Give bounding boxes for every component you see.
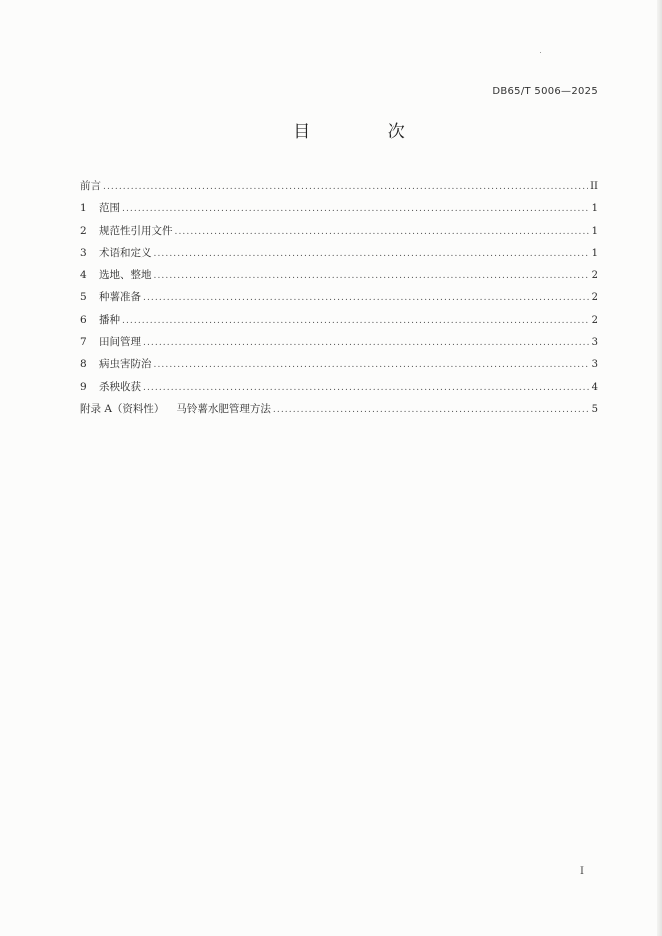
- toc-entry-page: 2: [591, 292, 598, 304]
- toc-entry-2[interactable]: [80, 223, 598, 245]
- toc-entry-page: 1: [591, 203, 598, 215]
- page-title: 目 次: [293, 122, 441, 142]
- toc-leader-dots: [122, 316, 590, 326]
- toc-entry-page: 2: [591, 314, 598, 326]
- toc-leader-dots: [122, 204, 590, 214]
- toc-entry-9[interactable]: [80, 379, 598, 401]
- toc-entry-6[interactable]: [80, 312, 598, 334]
- table-of-contents: [80, 178, 598, 423]
- toc-entry-label: 8 病虫害防治: [80, 358, 152, 371]
- footer-page-number: I: [580, 866, 584, 877]
- toc-entry-label: 9 杀秧收获: [80, 380, 141, 393]
- toc-entry-number: 3: [80, 246, 87, 259]
- toc-entry-page: 4: [591, 381, 598, 393]
- toc-entry-number: 2: [80, 224, 87, 237]
- toc-entry-5[interactable]: [80, 289, 598, 311]
- appendix-title: 马铃薯水肥管理方法: [176, 402, 271, 415]
- toc-entry-number: 4: [80, 269, 87, 282]
- toc-leader-dots: [154, 271, 590, 281]
- toc-entry-label: 前言: [80, 180, 101, 192]
- document-code: DB65/T 5006—2025: [492, 86, 598, 97]
- toc-leader-dots: [273, 405, 590, 415]
- toc-leader-dots: [103, 182, 588, 192]
- appendix-prefix: 附录 A（资料性）: [80, 402, 165, 415]
- toc-entry-page: 3: [591, 337, 598, 349]
- toc-entry-label: [80, 401, 271, 416]
- toc-entry-number: 8: [80, 358, 87, 371]
- toc-entry-label: 6 播种: [80, 313, 120, 326]
- toc-entry-appendix-a[interactable]: [80, 401, 598, 423]
- toc-entry-label: 3 术语和定义: [80, 246, 152, 259]
- toc-leader-dots: [154, 360, 590, 370]
- toc-entry-page: 2: [591, 270, 598, 282]
- toc-entry-number: 5: [80, 291, 87, 304]
- toc-entry-number: 9: [80, 380, 87, 393]
- toc-entry-foreword[interactable]: [80, 178, 598, 200]
- toc-entry-number: 6: [80, 313, 87, 326]
- toc-entry-8[interactable]: [80, 356, 598, 378]
- toc-entry-page: 1: [591, 247, 598, 259]
- toc-entry-page: II: [590, 181, 598, 192]
- toc-entry-1[interactable]: [80, 200, 598, 222]
- toc-entry-number: 1: [80, 202, 87, 215]
- toc-entry-label: 7 田间管理: [80, 336, 141, 349]
- toc-leader-dots: [175, 227, 590, 237]
- toc-entry-7[interactable]: [80, 334, 598, 356]
- toc-entry-label: 4 选地、整地: [80, 269, 152, 282]
- toc-entry-number: 7: [80, 336, 87, 349]
- toc-entry-label: 5 种薯准备: [80, 291, 141, 304]
- scan-speck: [540, 52, 541, 53]
- toc-entry-label: 2 规范性引用文件: [80, 224, 173, 237]
- toc-leader-dots: [143, 383, 590, 393]
- toc-entry-page: 1: [591, 225, 598, 237]
- toc-leader-dots: [143, 338, 590, 348]
- toc-entry-3[interactable]: [80, 245, 598, 267]
- toc-leader-dots: [154, 249, 590, 259]
- toc-entry-page: 5: [591, 403, 598, 415]
- toc-entry-page: 3: [591, 359, 598, 371]
- toc-leader-dots: [143, 293, 590, 303]
- toc-entry-4[interactable]: [80, 267, 598, 289]
- toc-entry-label: 1 范围: [80, 202, 120, 215]
